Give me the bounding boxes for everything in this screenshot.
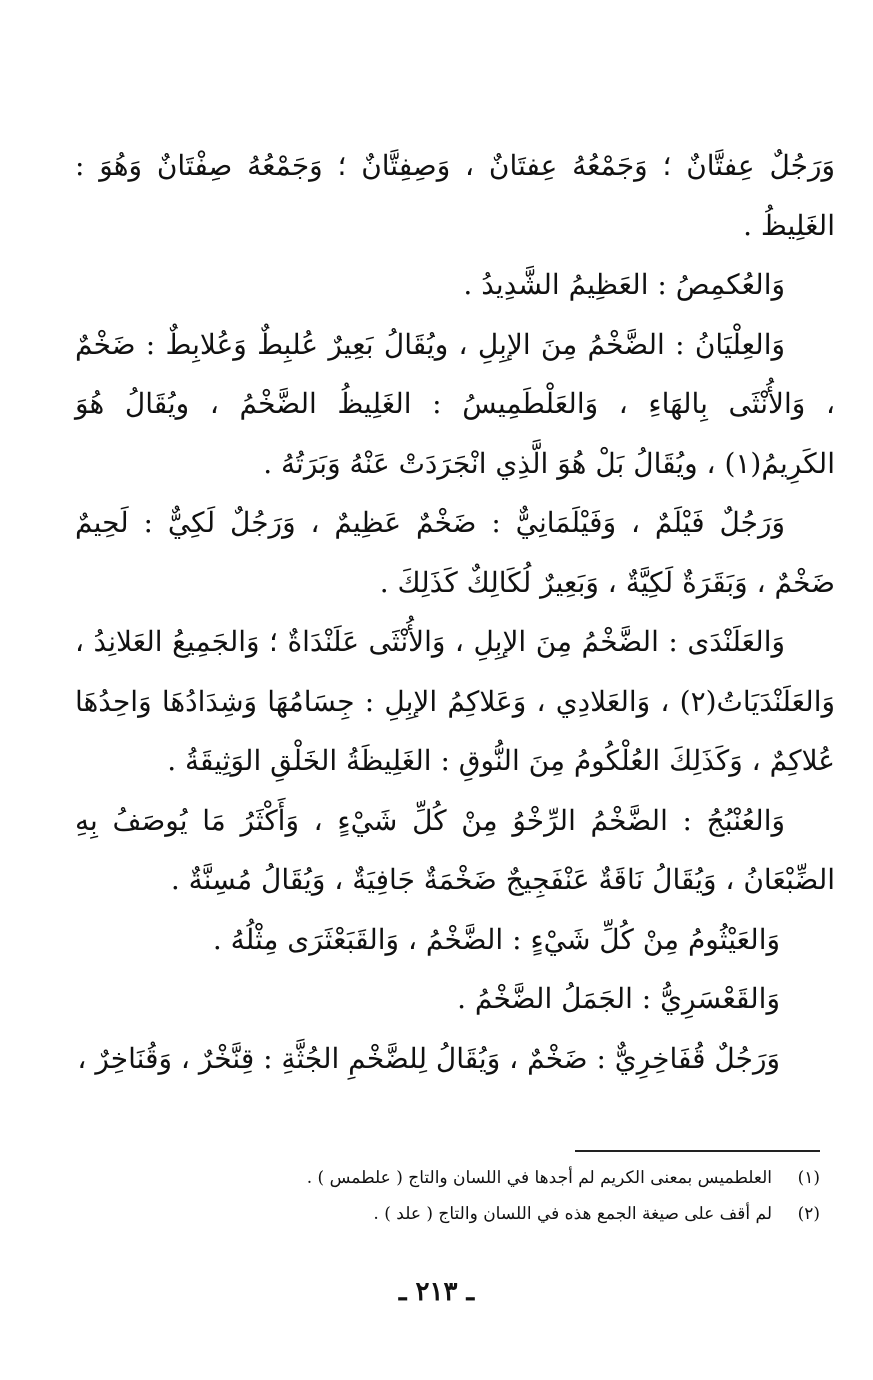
- paragraph-7: وَالعَيْثُومُ مِنْ كُلِّ شَيْءٍ : الضَّخْمُ ، وَالقَبَعْثَرَى مِثْلُهُ .: [212, 922, 780, 956]
- footnote-1: [180, 1160, 820, 1196]
- paragraph-5: وَالعَلَنْدَى : الضَّخْمُ مِنَ الإبِلِ ، وَالأُنْثَى عَلَنْدَاةٌ ؛ وَالجَمِيعُ العَلانِدُ ، وَالعَلَنْدَيَاتُ(٢) ، وَالعَلادِي ، وَعَلاكِمُ الإبِلِ : جِسَامُهَا وَشِدَادُهَا وَاحِدُهَا عُلاكِمٌ ، وَكَذَلِكَ العُلْكُومُ مِنَ النُّوقِ : الغَلِيظَةُ الخَلْقِ الوَثِيقَةُ .: [75, 625, 835, 777]
- paragraph-3: وَالعِلْيَانُ : الضَّخْمُ مِنَ الإبِلِ ، ويُقَالُ بَعِيرٌ عُلبِطٌ وَعُلابِطٌ : ضَخْمٌ ، وَالأُنْثَى بِالهَاءِ ، وَالعَلْطَمِيسُ : الغَلِيظُ الضَّخْمُ ، ويُقَالُ هُوَ الكَرِيمُ(١) ، ويُقَالُ بَلْ هُوَ الَّذِي انْجَرَدَتْ عَنْهُ وَبَرَتُهُ .: [75, 327, 835, 480]
- page-number: ـ ٢١٣ ـ: [398, 1277, 475, 1307]
- footnote-number: (٢): [797, 1204, 820, 1224]
- paragraph-8: وَالقَعْسَرِيُّ : الجَمَلُ الضَّخْمُ .: [457, 982, 780, 1015]
- footnote-text: لم أقف على صيغة الجمع هذه في اللسان والتاج ( علد ) .: [373, 1204, 772, 1224]
- footnote-number: (١): [797, 1168, 820, 1188]
- paragraph-9: وَرَجُلٌ قُفَاخِرِيٌّ : ضَخْمٌ ، وَيُقَالُ لِلضَّخْمِ الجُثَّةِ : قِنَّخْرٌ ، وَقُنَاخِرٌ ،: [77, 1041, 780, 1075]
- paragraph-6: وَالعُنْبُجُ : الضَّخْمُ الرِّخْوُ مِنْ كُلِّ شَيْءٍ ، وَأَكْثَرُ مَا يُوصَفُ بِهِ الضِّبْعَانُ ، وَيُقَالُ نَاقَةٌ عَنْفَجِيجٌ ضَخْمَةٌ جَافِيَةٌ ، وَيُقَالُ مُسِنَّةٌ .: [75, 803, 835, 896]
- paragraph-2: وَالعُكمِصُ : العَظِيمُ الشَّدِيدُ .: [463, 268, 785, 301]
- paragraph-1: وَرَجُلٌ عِفتَّانٌ ؛ وَجَمْعُهُ عِفتَانٌ ، وَصِفِتَّانٌ ؛ وَجَمْعُهُ صِفْتَانٌ وَهُوَ : الغَلِيظُ .: [75, 149, 835, 242]
- footnote-text: العلطميس بمعنى الكريم لم أجدها في اللسان والتاج ( علطمس ) .: [306, 1168, 772, 1188]
- main-text: [75, 136, 835, 1088]
- paragraph-4: وَرَجُلٌ فَيْلَمٌ ، وَفَيْلَمَانِيٌّ : ضَخْمٌ عَظِيمٌ ، وَرَجُلٌ لَكِيٌّ : لَحِيمٌ ضَخْمٌ ، وَبَقَرَةٌ لَكِيَّةٌ ، وَبَعِيرٌ لُكَالِكٌ كَذَلِكَ .: [75, 506, 835, 599]
- footnote-separator: [575, 1150, 820, 1152]
- footnotes: [180, 1160, 820, 1232]
- footnote-2: [180, 1196, 820, 1232]
